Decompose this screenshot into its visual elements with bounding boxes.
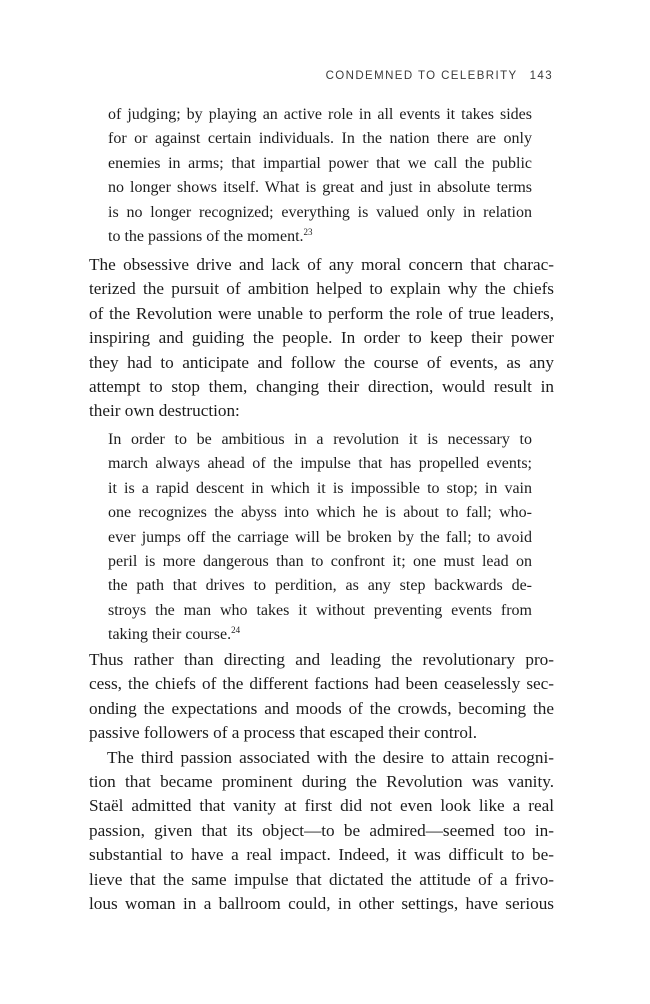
text-line: one recognizes the abyss into which he is about to fall; who- bbox=[108, 504, 532, 522]
text-line: for or against certain individuals. In the nation there are only bbox=[108, 130, 532, 148]
paragraph-1 bbox=[89, 253, 554, 424]
text-line: peril is more dangerous than to confront it; one must lead on bbox=[108, 552, 532, 570]
text-line: The obsessive drive and lack of any moral concern that charac- bbox=[89, 255, 554, 274]
text-line: enemies in arms; that impartial power that we call the public bbox=[108, 154, 532, 172]
text-line: their own destruction: bbox=[89, 401, 240, 421]
block-quote-2 bbox=[108, 428, 532, 648]
text-line: terized the pursuit of ambition helped to explain why the chiefs bbox=[89, 279, 554, 299]
text-line: passive followers of a process that escaped their control. bbox=[89, 723, 478, 743]
text-line: march always ahead of the impulse that has propelled events; bbox=[108, 455, 532, 473]
text-line: tion that became prominent during the Revolution was vanity. bbox=[89, 771, 554, 791]
text-line: cess, the chiefs of the different factions had been ceaselessly sec- bbox=[89, 674, 554, 694]
text-line: they had to anticipate and follow the course of events, as any bbox=[89, 352, 554, 372]
text-line: Thus rather than directing and leading the revolutionary pro- bbox=[89, 650, 554, 669]
text-line: stroys the man who takes it without preventing events from bbox=[108, 601, 532, 619]
footnote-ref-24: 24 bbox=[231, 625, 241, 636]
text-line: passion, given that its object—to be admired—seemed too in- bbox=[89, 820, 554, 840]
text-line bbox=[108, 623, 532, 647]
text-line: ever jumps off the carriage will be broken by the fall; to avoid bbox=[108, 528, 532, 546]
text-line-content: taking their course. bbox=[108, 626, 232, 644]
text-line: of judging; by playing an active role in all events it takes sides bbox=[108, 106, 532, 123]
text-line: is no longer recognized; everything is valued only in relation bbox=[108, 203, 532, 221]
text-line: lieve that the same impulse that dictated the attitude of a frivo- bbox=[89, 869, 554, 889]
text-line-content: to the passions of the moment. bbox=[108, 227, 304, 245]
text-line: no longer shows itself. What is great and just in absolute terms bbox=[108, 179, 532, 197]
text-line: lous woman in a ballroom could, in other settings, have serious bbox=[89, 893, 554, 913]
text-line: onding the expectations and moods of the crowds, becoming the bbox=[89, 698, 554, 718]
text-line: it is a rapid descent in which it is impossible to stop; in vain bbox=[108, 479, 532, 497]
text-line: inspiring and guiding the people. In order to keep their power bbox=[89, 328, 554, 348]
text-line bbox=[108, 225, 532, 249]
text-line: The third passion associated with the desire to attain recogni- bbox=[107, 747, 554, 767]
running-head-title: CONDEMNED TO CELEBRITY bbox=[325, 70, 518, 82]
paragraph-2-3 bbox=[89, 648, 554, 916]
page-number: 143 bbox=[529, 70, 553, 82]
block-quote-1 bbox=[108, 103, 532, 249]
text-line: substantial to have a real impact. Indeed, it was difficult to be- bbox=[89, 845, 554, 865]
text-line: In order to be ambitious in a revolution it is necessary to bbox=[108, 431, 532, 448]
running-head bbox=[326, 70, 553, 82]
text-line: the path that drives to perdition, as any step backwards de- bbox=[108, 577, 532, 595]
text-line: attempt to stop them, changing their direction, would result in bbox=[89, 376, 554, 396]
footnote-ref-23: 23 bbox=[303, 226, 313, 237]
text-line: Staël admitted that vanity at first did not even look like a real bbox=[89, 796, 554, 816]
text-line: of the Revolution were unable to perform the role of true leaders, bbox=[89, 303, 554, 323]
